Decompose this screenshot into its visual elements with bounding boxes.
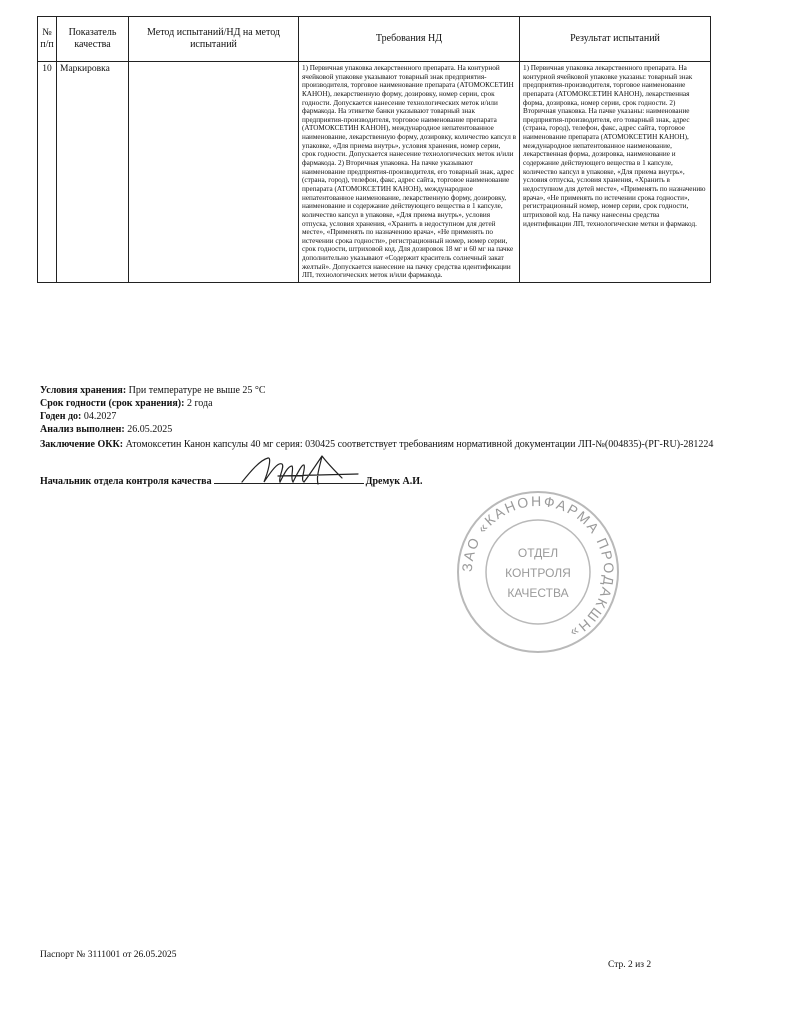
table-header-row: [38, 17, 711, 62]
specification-table: [37, 16, 711, 283]
table-row: [38, 62, 711, 283]
row-result: 1) Первичная упаковка лекарственного препарата. На контурной ячейковой упаковке указаны: товарный знак предприятия-производителя, торговое наименование препарата (АТОМОКСЕТИН КАНОН), лекарственная форма, дозировка, номер серии, срок годности. 2) Вторичная упаковка. На пачке указаны: наименование предприятия-производителя, его товарный знак, адрес (страна, город), телефон, факс, адрес сайта, торговое наименование препарата (АТОМОКСЕТИН КАНОН), международное непатентованное наименование, лекарственная форма, дозировка, наименование и содержание действующего вещества в 1 капсуле, количество капсул в упаковке, «Для приема внутрь», условия отпуска, условия хранения, «Хранить в недоступном для детей месте», «Применять по назначению врача», «Не применять по истечении срока годности», регистрационный номер, номер серии, срок годности, штриховой код. На пачку нанесены средства идентификации ЛП, технологические метки и фармакод.: [520, 62, 711, 283]
analysis-value: 26.05.2025: [127, 424, 173, 435]
expiry-date: [40, 410, 116, 423]
header-indicator: Показатель качества: [57, 17, 129, 62]
analysis-date: [40, 423, 172, 436]
row-indicator: Маркировка: [57, 62, 129, 283]
shelf-life-label: Срок годности (срок хранения):: [40, 398, 185, 409]
storage-value: При температуре не выше 25 °С: [128, 385, 266, 396]
header-number: № п/п: [38, 17, 57, 62]
header-result: Результат испытаний: [520, 17, 711, 62]
header-method: Метод испытаний/НД на метод испытаний: [129, 17, 299, 62]
shelf-life-value: 2 года: [186, 398, 213, 409]
passport-footer: Паспорт № 3111001 от 26.05.2025: [40, 950, 177, 960]
handwritten-signature: [238, 452, 378, 492]
row-number: 10: [38, 62, 57, 283]
quality-control-stamp: [453, 487, 623, 657]
analysis-label: Анализ выполнен:: [40, 424, 125, 435]
page-number: Стр. 2 из 2: [608, 960, 652, 970]
conclusion-value: Атомоксетин Канон капсулы 40 мг серия: 030425 соответствует требованиям нормативной документации ЛП-№(004835)-(РГ-RU)-281224: [125, 439, 714, 450]
stamp-inner-line3: КАЧЕСТВА: [507, 586, 569, 600]
storage-label: Условия хранения:: [40, 385, 127, 396]
signoff-title: Начальник отдела контроля качества: [40, 476, 212, 487]
qc-conclusion: [40, 438, 720, 451]
shelf-life: [40, 397, 213, 410]
stamp-outer-text: ЗАО «КАНОНФАРМА ПРОДАКШН»: [458, 492, 618, 643]
stamp-inner-line2: КОНТРОЛЯ: [505, 566, 571, 580]
expiry-value: 04.2027: [83, 411, 117, 422]
row-requirements: 1) Первичная упаковка лекарственного препарата. На контурной ячейковой упаковке указывают товарный знак предприятия-производителя, торговое наименование препарата (АТОМОКСЕТИН КАНОН), лекарственную форму, дозировку, номер серии, срок годности. Допускается нанесение технологических меток и/или фармакода. На этикетке банки указывают товарный знак предприятия-производителя, торговое наименование препарата (АТОМОКСЕТИН КАНОН), международное непатентованное наименование, лекарственную форму, дозировку, количество капсул в упаковке, «Для приема внутрь», условия хранения, номер серии, срок годности. Допускается нанесение технологических меток и/или фармакода. 2) Вторичная упаковка. На пачке указывают наименование предприятия-производителя, его товарный знак, адрес (страна, город), телефон, факс, адрес сайта, торговое наименование препарата (АТОМОКСЕТИН КАНОН), международное непатентованное наименование, лекарственную форму, дозировку, наименование и содержание действующего вещества в 1 капсуле, количество капсул в упаковке, «Для приема внутрь», условия отпуска, условия хранения, «Хранить в недоступном для детей месте», «Применять по назначению врача», «Не применять по истечении срока годности», регистрационный номер, номер серии, срок годности, штриховой код. Для дозировок 18 мг и 60 мг на пачке дополнительно указывают «Содержит краситель солнечный закат желтый». Допускается нанесение на пачку средства идентификации ЛП, технологических меток и/или фармакода.: [299, 62, 520, 283]
header-requirements: Требования НД: [299, 17, 520, 62]
row-method: [129, 62, 299, 283]
signoff-name: Дремук А.И.: [365, 476, 423, 487]
stamp-inner-line1: ОТДЕЛ: [517, 546, 559, 560]
conclusion-label: Заключение ОКК:: [40, 439, 124, 450]
storage-conditions: [40, 384, 266, 397]
expiry-label: Годен до:: [40, 411, 82, 422]
